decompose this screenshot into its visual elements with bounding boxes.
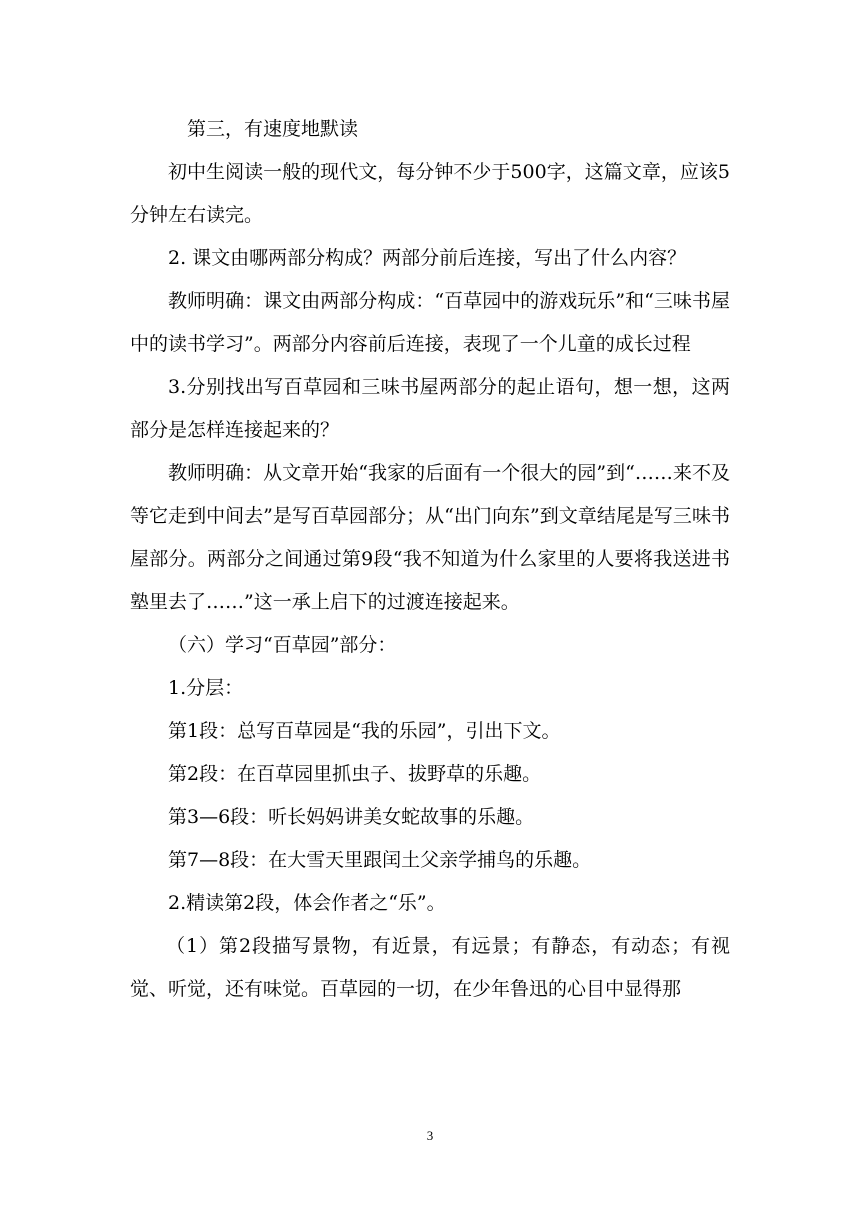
paragraph-close-reading-heading: 2.精读第2段，体会作者之“乐”。 (168, 892, 446, 914)
paragraph-reading-speed: 初中生阅读一般的现代文，每分钟不少于500字，这篇文章，应该5分钟左右读完。 (130, 161, 730, 226)
paragraph-layer-7-8: 第7—8段：在大雪天里跟闰土父亲学捕鸟的乐趣。 (168, 849, 592, 871)
paragraph-answer-2: 教师明确：课文由两部分构成：“百草园中的游戏玩乐”和“三味书屋中的读书学习”。两部分内容前后连接，表现了一个儿童的成长过程 (130, 290, 730, 355)
paragraph-close-reading-1: （1）第2段描写景物，有近景，有远景；有静态，有动态；有视觉、听觉，还有味觉。百草园的一切，在少年鲁迅的心目中显得那 (130, 935, 730, 1000)
paragraph-layer-2: 第2段：在百草园里抓虫子、拔野草的乐趣。 (168, 763, 542, 785)
paragraph-layer-1: 第1段：总写百草园是“我的乐园”，引出下文。 (168, 720, 561, 742)
paragraph-question-2: 2. 课文由哪两部分构成？两部分前后连接，写出了什么内容？ (168, 247, 687, 269)
paragraph-reading-speed-heading: 第三，有速度地默读 (187, 118, 359, 140)
document-body (130, 108, 730, 1011)
paragraph-question-3: 3.分别找出写百草园和三味书屋两部分的起止语句，想一想，这两部分是怎样连接起来的？ (130, 376, 730, 441)
paragraph-section-6-heading: （六）学习“百草园”部分： (168, 634, 397, 656)
page-number: 3 (426, 1128, 434, 1143)
paragraph-layering-heading: 1.分层： (168, 677, 244, 699)
paragraph-answer-3: 教师明确：从文章开始“我家的后面有一个很大的园”到“……来不及等它走到中间去”是写百草园部分；从“出门向东”到文章结尾是写三味书屋部分。两部分之间通过第9段“我不知道为什么家里的人要将我送进书塾里去了……”这一承上启下的过渡连接起来。 (130, 462, 730, 613)
paragraph-layer-3-6: 第3—6段：听长妈妈讲美女蛇故事的乐趣。 (168, 806, 535, 828)
